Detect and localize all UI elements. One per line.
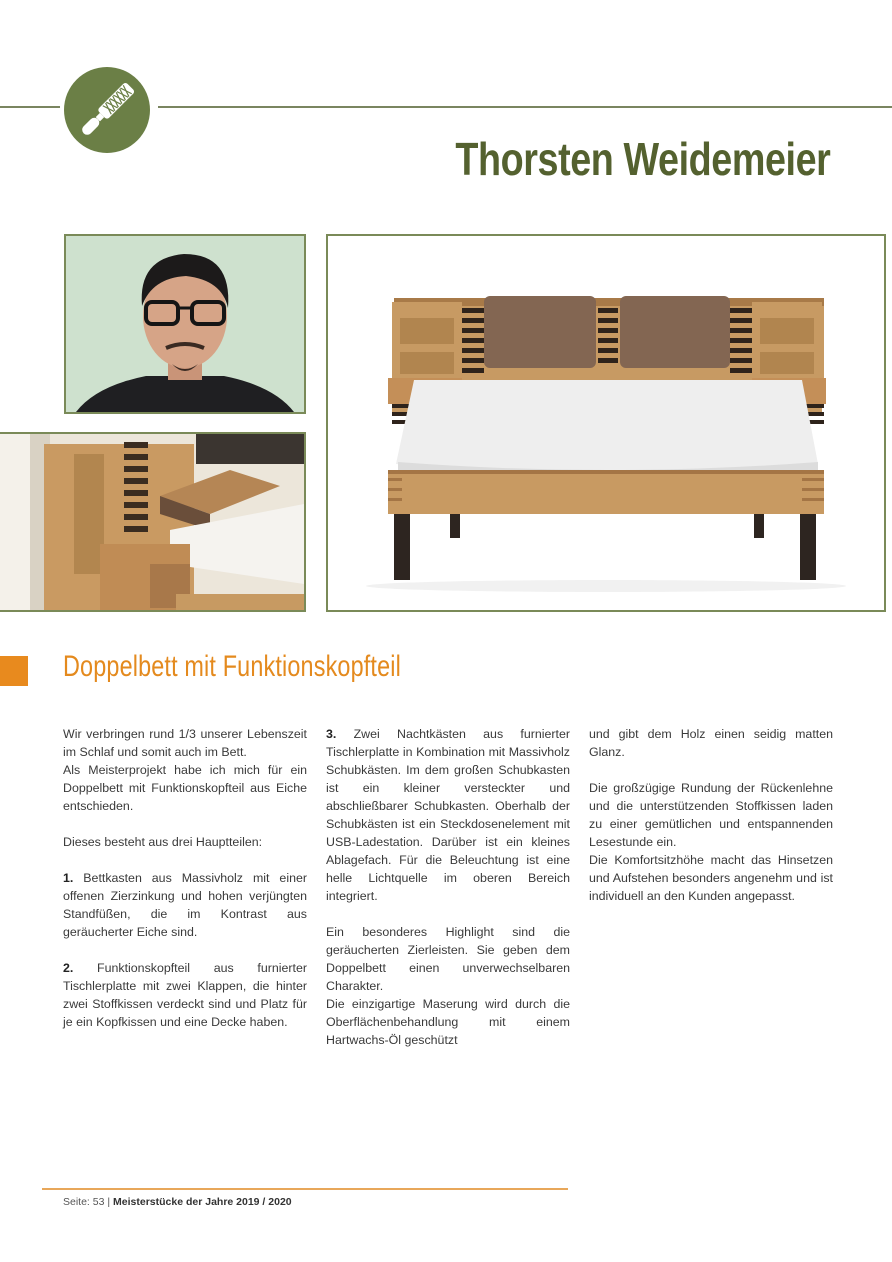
portrait-photo bbox=[64, 234, 306, 414]
paragraph: Als Meisterprojekt habe ich mich für ein Doppelbett mit Funktionskopfteil aus Eiche entschieden. bbox=[63, 763, 307, 813]
paragraph: Ein besonderes Highlight sind die geräucherten Zierleisten. Sie geben dem Doppelbett einen unverwechselbaren Charakter. bbox=[326, 925, 570, 993]
text-column-3 bbox=[589, 725, 833, 923]
list-item bbox=[63, 869, 307, 941]
paragraph: Dieses besteht aus drei Hauptteilen: bbox=[63, 835, 263, 849]
header-rule-right bbox=[158, 106, 892, 108]
paragraph: Wir verbringen rund 1/3 unserer Lebenszeit im Schlaf und somit auch im Bett. bbox=[63, 727, 307, 759]
text-column-2 bbox=[326, 725, 570, 1067]
paragraph: Die großzügige Rundung der Rückenlehne und die unterstützenden Stoffkissen laden zu einer gemütlichen und entspannenden Lesestunde ein. bbox=[589, 781, 833, 849]
page-number: Seite: 53 | bbox=[63, 1196, 111, 1208]
section-heading: Doppelbett mit Funktionskopfteil bbox=[63, 650, 401, 683]
paragraph: Die einzigartige Maserung wird durch die Oberflächenbehandlung mit einem Hartwachs-Öl geschützt bbox=[326, 997, 570, 1047]
list-item bbox=[63, 959, 307, 1031]
section-marker bbox=[0, 656, 28, 686]
rasp-file-icon bbox=[64, 67, 150, 153]
list-item-text: Bettkasten aus Massivholz mit einer offenen Zierzinkung und hohen verjüngten Standfüßen, die im Kontrast aus geräucherter Eiche sind. bbox=[63, 871, 307, 939]
paragraph: Die Komfortsitzhöhe macht das Hinsetzen und Aufstehen besonders angenehm und ist individuell an den Kunden angepasst. bbox=[589, 853, 833, 903]
badge bbox=[64, 67, 150, 153]
list-number: 2. bbox=[63, 961, 74, 975]
list-item-text: Funktionskopfteil aus furnierter Tischlerplatte mit zwei Klappen, die hinter zwei Stoffkissen verdeckt sind und Platz für je ein Kopfkissen und eine Decke haben. bbox=[63, 961, 307, 1029]
bed-photo bbox=[326, 234, 886, 612]
list-number: 3. bbox=[326, 727, 337, 741]
text-column-1 bbox=[63, 725, 307, 1049]
footer-rule bbox=[42, 1188, 568, 1190]
header-rule-left bbox=[0, 106, 60, 108]
list-item bbox=[326, 725, 570, 905]
page-title: Thorsten Weidemeier bbox=[454, 133, 830, 185]
list-item-text: Zwei Nachtkästen aus furnierter Tischlerplatte in Kombination mit Massivholz Schubkästen. Im dem großen Schubkasten ist ein kleiner versteckter und abschließbarer Schubkasten. Oberhalb der Schubkästen ist ein Steckdosenelement mit USB-Ladestation. Darüber ist ein kleines Ablagefach. Für die Beleuchtung ist eine helle Lichtquelle im oberen Bereich integriert. bbox=[326, 727, 570, 903]
publication-title: Meisterstücke der Jahre 2019 / 2020 bbox=[113, 1196, 292, 1208]
paragraph: und gibt dem Holz einen seidig matten Glanz. bbox=[589, 727, 833, 759]
footer bbox=[63, 1196, 292, 1208]
list-number: 1. bbox=[63, 871, 74, 885]
detail-photo bbox=[0, 432, 306, 612]
